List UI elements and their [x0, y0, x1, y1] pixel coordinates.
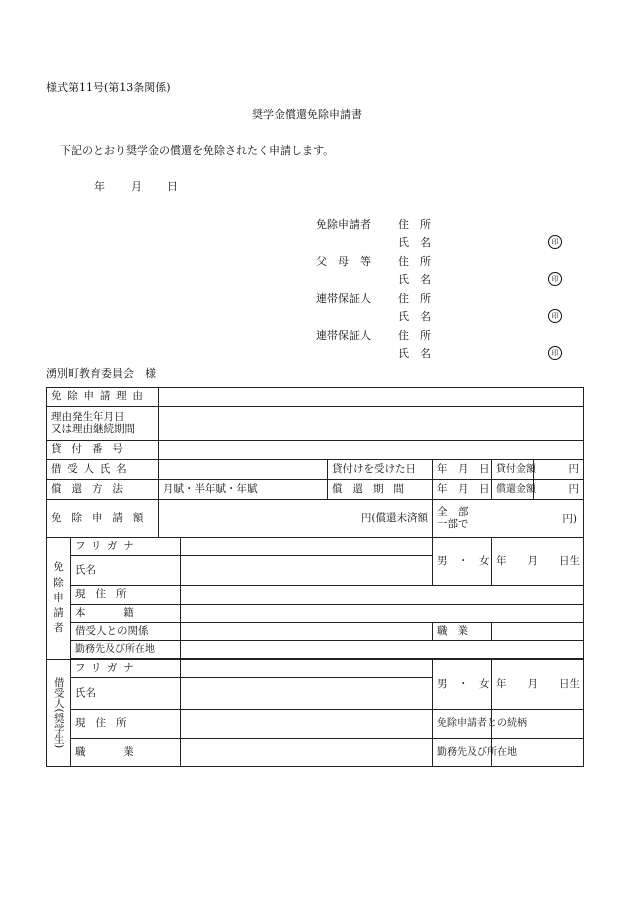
borrower-group-label: 借受人(奨学生) [47, 660, 71, 767]
borrower-address-field[interactable] [181, 710, 433, 739]
date-month: 月 [131, 180, 142, 193]
row-borrower-address [47, 710, 584, 739]
applicant-address-field[interactable] [181, 586, 584, 605]
borrower-occupation-label: 職業 [71, 739, 181, 767]
applicant-occupation-label: 職業 [433, 623, 492, 641]
reason-date-field[interactable] [159, 407, 584, 441]
seal-icon: 印 [548, 346, 562, 360]
row-applicant-relation [47, 623, 584, 641]
seal-icon: 印 [548, 235, 562, 249]
repay-period-date[interactable]: 年 月 日 [433, 480, 492, 500]
row-applicant-honseki [47, 605, 584, 623]
borrower-gender[interactable]: 男 ・ 女 [433, 660, 492, 710]
repaid-amount-field[interactable]: 円 [534, 480, 584, 500]
loan-amount-field[interactable]: 円 [534, 460, 584, 480]
applicant-honseki-label: 本籍 [71, 605, 181, 623]
role-applicant: 免除申請者 [316, 218, 371, 231]
intro-text: 下記のとおり奨学金の償還を免除されたく申請します。 [60, 144, 335, 157]
relation-borrower-label: 借受人との関係 [71, 623, 181, 641]
borrower-address-label: 現住所 [71, 710, 181, 739]
reason-label: 免除申請理由 [47, 388, 159, 407]
row-borrower-furigana [47, 660, 584, 678]
applicant-furigana-field[interactable] [181, 538, 433, 556]
seal-icon: 印 [548, 272, 562, 286]
row-reason [47, 388, 584, 407]
borrower-name-field[interactable] [159, 460, 328, 480]
role-guarantor-2: 連帯保証人 [316, 329, 371, 342]
row-reason-date [47, 407, 584, 441]
relation-borrower-field[interactable] [181, 623, 433, 641]
reason-field[interactable] [159, 388, 584, 407]
loan-received-date[interactable]: 年 月 日 [433, 460, 492, 480]
applicant-honseki-field[interactable] [181, 605, 584, 623]
borrower-shimei-label: 氏名 [71, 678, 181, 710]
repay-method-label: 償還方法 [47, 480, 159, 500]
address-label: 住 所 [398, 329, 431, 342]
loan-number-field[interactable] [159, 441, 584, 460]
form-title: 奨学金償還免除申請書 [252, 108, 362, 121]
row-borrower-name [47, 460, 584, 480]
borrower-name-label: 借受人氏名 [47, 460, 159, 480]
borrower-workplace-label: 勤務先及び所在地 [433, 739, 492, 767]
applicant-workplace-field[interactable] [181, 641, 584, 659]
applicant-address-label: 現住所 [71, 586, 181, 605]
loan-number-label: 貸付番号 [47, 441, 159, 460]
exempt-amount-field[interactable]: 円(償還未済額 [159, 500, 433, 538]
repaid-amount-label: 償還金額 [492, 480, 534, 500]
addressee: 湧別町教育委員会 様 [46, 367, 156, 380]
application-table [46, 387, 584, 767]
borrower-furigana-field[interactable] [181, 660, 433, 678]
borrower-shimei-field[interactable] [181, 678, 433, 710]
applicant-group-label: 免 除 申 請 者 [47, 538, 71, 660]
role-parent: 父 母 等 [316, 255, 371, 268]
relation-applicant-label: 免除申請者との続柄 [433, 710, 492, 739]
applicant-workplace-label: 勤務先及び所在地 [71, 641, 181, 659]
applicant-name-field[interactable] [181, 556, 433, 586]
form-number: 様式第11号(第13条関係) [46, 81, 171, 94]
borrower-birth[interactable]: 年 月 日生 [492, 660, 584, 710]
date-year: 年 [94, 180, 105, 193]
name-label: 氏 名 [398, 310, 431, 323]
row-applicant-address [47, 586, 584, 605]
name-label: 氏 名 [398, 236, 431, 249]
role-guarantor-1: 連帯保証人 [316, 292, 371, 305]
applicant-occupation-field[interactable] [492, 623, 584, 641]
name-label: 氏 名 [398, 347, 431, 360]
repay-options[interactable]: 月賦・半年賦・年賦 [159, 480, 328, 500]
borrower-furigana-label: フリガナ [71, 660, 181, 678]
repay-period-label: 償還期間 [328, 480, 433, 500]
row-exempt-amount [47, 500, 584, 538]
reason-date-label: 理由発生年月日 又は理由継続期間 [47, 407, 159, 441]
address-label: 住 所 [398, 292, 431, 305]
name-label: 氏 名 [398, 273, 431, 286]
applicant-furigana-label: フリガナ [71, 538, 181, 556]
applicant-birth[interactable]: 年 月 日生 [492, 538, 584, 586]
address-label: 住 所 [398, 218, 431, 231]
loan-received-label: 貸付けを受けた日 [328, 460, 433, 480]
row-applicant-furigana [47, 538, 584, 556]
row-borrower-occupation [47, 739, 584, 767]
row-loan-number [47, 441, 584, 460]
address-label: 住 所 [398, 255, 431, 268]
date-day: 日 [167, 180, 178, 193]
row-repay-method [47, 480, 584, 500]
applicant-gender[interactable]: 男 ・ 女 [433, 538, 492, 586]
seal-icon: 印 [548, 309, 562, 323]
applicant-name-label: 氏名 [71, 556, 181, 586]
exempt-amount-label: 免除申請額 [47, 500, 159, 538]
borrower-occupation-field[interactable] [181, 739, 433, 767]
loan-amount-label: 貸付金額 [492, 460, 534, 480]
exempt-all-part[interactable]: 全 部 一部で 円) [433, 500, 584, 538]
row-applicant-workplace [47, 641, 584, 659]
